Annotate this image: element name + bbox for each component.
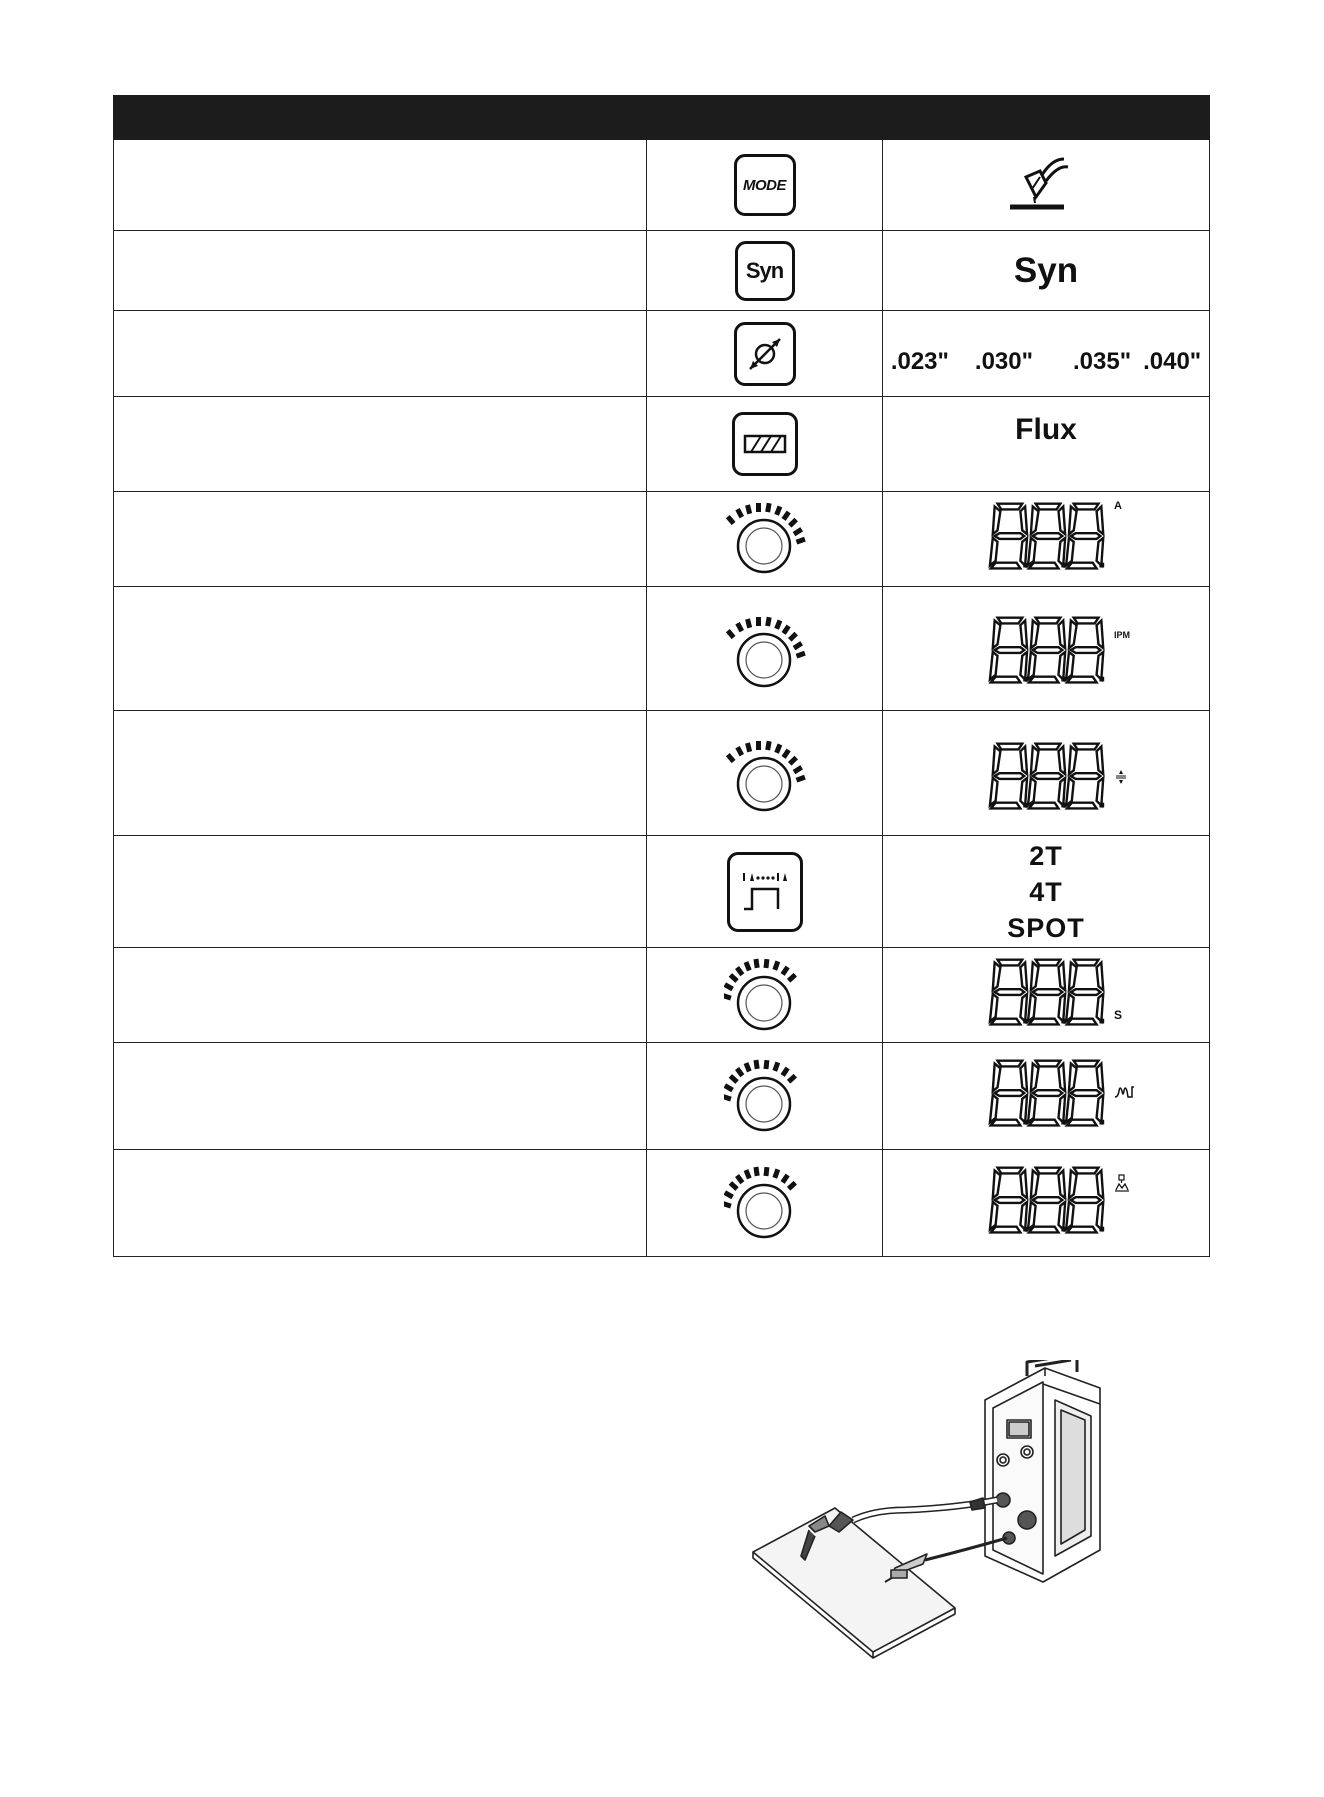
control-cell [647, 1043, 883, 1150]
description-cell [114, 397, 647, 492]
trigger-mode-button-icon[interactable] [727, 852, 803, 932]
description-cell [114, 711, 647, 836]
mode-2t: 2T [1029, 840, 1063, 871]
display-cell [883, 1043, 1210, 1150]
display-cell [883, 948, 1210, 1043]
description-cell [114, 231, 647, 311]
table-row [114, 492, 1210, 587]
control-cell [647, 587, 883, 711]
control-cell [647, 836, 883, 948]
mode-spot: SPOT [1007, 912, 1085, 943]
seven-segment-display [988, 956, 1108, 1030]
trigger-pulse-icon [738, 869, 792, 915]
table-row [114, 311, 1210, 397]
mode-button-icon[interactable] [734, 154, 796, 216]
wire-size-030: .030" [974, 347, 1033, 375]
seven-segment-display [988, 1164, 1108, 1238]
table-row [114, 587, 1210, 711]
mig-torch-icon [1006, 153, 1086, 217]
display-cell [883, 140, 1210, 231]
syn-display-text: Syn [1013, 250, 1079, 290]
amps-unit: A [1114, 499, 1122, 512]
knob-icon[interactable] [724, 502, 806, 576]
wire-size-023: .023" [890, 347, 949, 375]
display-cell [883, 397, 1210, 492]
control-cell [647, 397, 883, 492]
settings-table [113, 95, 1210, 1257]
header-cell-display [883, 96, 1210, 140]
table-row [114, 397, 1210, 492]
display-cell [883, 492, 1210, 587]
knob-icon[interactable] [724, 616, 806, 690]
table-row [114, 1150, 1210, 1257]
control-cell [647, 711, 883, 836]
knob-left-icon[interactable] [724, 1058, 806, 1134]
description-cell [114, 1043, 647, 1150]
seven-segment-display [988, 614, 1108, 688]
table-row [114, 836, 1210, 948]
display-cell [883, 836, 1210, 948]
material-button-icon[interactable] [732, 412, 798, 476]
control-cell [647, 140, 883, 231]
display-cell [883, 1150, 1210, 1257]
table-row [114, 231, 1210, 311]
description-cell [114, 1150, 647, 1257]
display-cell [883, 231, 1210, 311]
knob-left-icon[interactable] [724, 1165, 806, 1241]
table-row [114, 1043, 1210, 1150]
description-cell [114, 492, 647, 587]
header-cell-function [114, 96, 647, 140]
table-row [114, 711, 1210, 836]
description-cell [114, 140, 647, 231]
seven-segment-display [988, 740, 1108, 814]
knob-left-icon[interactable] [724, 957, 806, 1033]
syn-button-icon[interactable] [735, 241, 795, 301]
description-cell [114, 836, 647, 948]
control-cell [647, 311, 883, 397]
wire-size-list [891, 348, 1201, 376]
mode-button-label: MODE [743, 176, 786, 194]
wire-size-035: .035" [1073, 347, 1132, 375]
mode-4t: 4T [1029, 876, 1063, 907]
seven-segment-display [988, 500, 1108, 574]
table-row [114, 948, 1210, 1043]
display-cell [883, 311, 1210, 397]
seconds-unit: S [1114, 1007, 1123, 1022]
control-cell [647, 231, 883, 311]
seven-segment-display [988, 1057, 1108, 1131]
hatched-plate-icon [743, 433, 787, 455]
flux-display-text: Flux [1015, 413, 1077, 446]
description-cell [114, 311, 647, 397]
control-cell [647, 492, 883, 587]
inductance-icon [1114, 1083, 1136, 1099]
control-cell [647, 1150, 883, 1257]
display-cell [883, 711, 1210, 836]
wire-size-040: .040" [1143, 347, 1202, 375]
knob-icon[interactable] [724, 740, 806, 814]
wire-diameter-button-icon[interactable] [734, 322, 796, 386]
voltage-trim-icon [1114, 770, 1128, 784]
ipm-unit: IPM [1114, 630, 1131, 640]
description-cell [114, 948, 647, 1043]
control-cell [647, 948, 883, 1043]
syn-button-label: Syn [745, 257, 784, 283]
trigger-mode-list [1007, 838, 1085, 946]
header-cell-control [647, 96, 883, 140]
mig-welder-setup-illustration [745, 1360, 1165, 1670]
table-row [114, 140, 1210, 231]
burnback-icon [1114, 1174, 1130, 1192]
table-header-row [114, 96, 1210, 140]
wire-diameter-symbol-icon [745, 334, 785, 374]
display-cell [883, 587, 1210, 711]
description-cell [114, 587, 647, 711]
